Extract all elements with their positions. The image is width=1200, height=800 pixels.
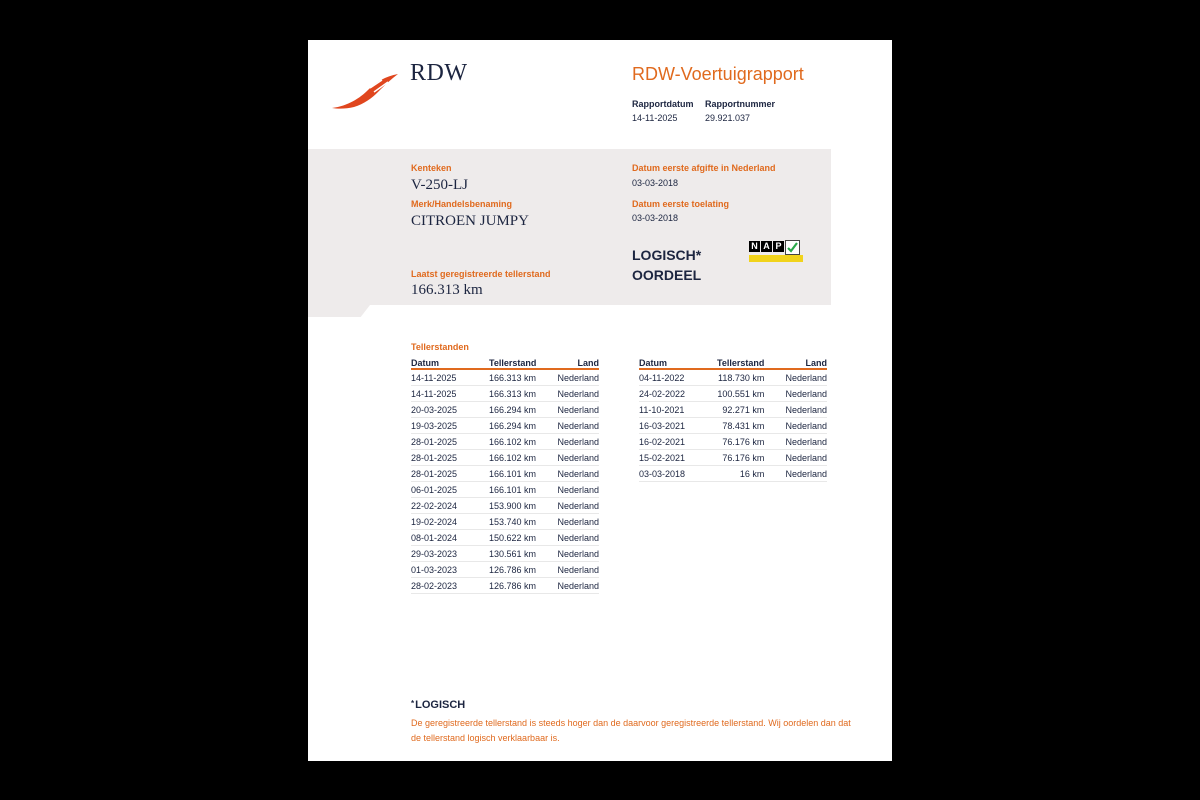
checkmark-icon <box>785 240 800 255</box>
table-row <box>411 498 599 514</box>
row-date: 11-10-2021 <box>639 402 717 418</box>
row-country: Nederland <box>764 434 827 450</box>
table-row <box>411 434 599 450</box>
row-country: Nederland <box>549 450 599 466</box>
footnote-title <box>411 699 465 711</box>
nap-letter-n: N <box>749 241 760 252</box>
row-odometer: 166.313 km <box>489 369 549 386</box>
table-row <box>411 466 599 482</box>
col-date: Datum <box>639 355 717 369</box>
table-row <box>411 402 599 418</box>
row-date: 16-03-2021 <box>639 418 717 434</box>
odometer-table-left <box>411 355 599 594</box>
nap-stripe <box>749 255 803 262</box>
table-row <box>639 386 827 402</box>
row-country: Nederland <box>549 369 599 386</box>
row-country: Nederland <box>549 482 599 498</box>
row-odometer: 16 km <box>717 466 764 482</box>
row-odometer: 76.176 km <box>717 450 764 466</box>
row-date: 08-01-2024 <box>411 530 489 546</box>
rdw-logo-icon <box>330 72 400 112</box>
table-row <box>639 434 827 450</box>
row-date: 06-01-2025 <box>411 482 489 498</box>
row-country: Nederland <box>764 369 827 386</box>
odometer-table-right <box>639 355 827 482</box>
table-row <box>411 418 599 434</box>
make-label: Merk/Handelsbenaming <box>411 199 513 209</box>
table-row <box>639 402 827 418</box>
row-odometer: 92.271 km <box>717 402 764 418</box>
row-odometer: 126.786 km <box>489 578 549 594</box>
row-date: 14-11-2025 <box>411 386 489 402</box>
report-title: RDW-Voertuigrapport <box>632 64 804 84</box>
row-odometer: 166.101 km <box>489 482 549 498</box>
row-odometer: 153.900 km <box>489 498 549 514</box>
row-country: Nederland <box>764 386 827 402</box>
row-date: 04-11-2022 <box>639 369 717 386</box>
plate-label: Kenteken <box>411 163 452 173</box>
nap-letter-a: A <box>761 241 772 252</box>
row-odometer: 166.102 km <box>489 450 549 466</box>
table-row <box>411 546 599 562</box>
table-row <box>411 369 599 386</box>
table-row <box>639 369 827 386</box>
report-number-label: Rapportnummer <box>705 99 776 109</box>
row-country: Nederland <box>549 466 599 482</box>
row-odometer: 78.431 km <box>717 418 764 434</box>
row-country: Nederland <box>549 546 599 562</box>
row-country: Nederland <box>549 514 599 530</box>
col-country: Land <box>549 355 599 369</box>
row-date: 24-02-2022 <box>639 386 717 402</box>
row-date: 03-03-2018 <box>639 466 717 482</box>
row-odometer: 76.176 km <box>717 434 764 450</box>
table-row <box>639 418 827 434</box>
row-country: Nederland <box>764 466 827 482</box>
footnote-title-text: LOGISCH <box>415 699 466 711</box>
row-country: Nederland <box>549 418 599 434</box>
nap-logo <box>749 241 803 263</box>
row-country: Nederland <box>764 402 827 418</box>
row-odometer: 153.740 km <box>489 514 549 530</box>
verdict <box>632 245 701 285</box>
row-date: 22-02-2024 <box>411 498 489 514</box>
table-row <box>411 482 599 498</box>
row-odometer: 118.730 km <box>717 369 764 386</box>
row-country: Nederland <box>549 578 599 594</box>
row-date: 20-03-2025 <box>411 402 489 418</box>
make-value: CITROEN JUMPY <box>411 213 529 229</box>
band-tab <box>308 305 370 317</box>
first-admission-value: 03-03-2018 <box>632 213 679 223</box>
report-page <box>308 40 892 761</box>
last-odometer-label: Laatst geregistreerde tellerstand <box>411 269 551 279</box>
col-country: Land <box>764 355 827 369</box>
row-date: 19-02-2024 <box>411 514 489 530</box>
row-odometer: 150.622 km <box>489 530 549 546</box>
report-date-label: Rapportdatum <box>632 99 694 109</box>
row-date: 29-03-2023 <box>411 546 489 562</box>
row-date: 01-03-2023 <box>411 562 489 578</box>
row-odometer: 126.786 km <box>489 562 549 578</box>
row-country: Nederland <box>764 418 827 434</box>
row-date: 16-02-2021 <box>639 434 717 450</box>
row-country: Nederland <box>549 562 599 578</box>
row-date: 19-03-2025 <box>411 418 489 434</box>
col-date: Datum <box>411 355 489 369</box>
footnote-text: De geregistreerde tellerstand is steeds hoger dan de daarvoor geregistreerde tellerstand. Wij oordelen dan dat de tellerstand logisch verklaarbaar is. <box>411 718 851 743</box>
table-row <box>639 466 827 482</box>
first-issue-nl-value: 03-03-2018 <box>632 178 679 188</box>
table-row <box>411 450 599 466</box>
verdict-line-2: OORDEEL <box>632 267 702 283</box>
report-number: 29.921.037 <box>705 113 751 123</box>
first-admission-label: Datum eerste toelating <box>632 199 730 209</box>
table-row <box>411 578 599 594</box>
row-date: 15-02-2021 <box>639 450 717 466</box>
row-odometer: 166.313 km <box>489 386 549 402</box>
col-odometer: Tellerstand <box>717 355 764 369</box>
first-issue-nl-label: Datum eerste afgifte in Nederland <box>632 163 776 173</box>
table-row <box>639 450 827 466</box>
plate-value: V-250-LJ <box>411 177 468 193</box>
verdict-line-1: LOGISCH* <box>632 247 702 263</box>
nap-letter-p: P <box>773 241 784 252</box>
row-country: Nederland <box>549 498 599 514</box>
row-odometer: 166.101 km <box>489 466 549 482</box>
odometer-section-title: Tellerstanden <box>411 342 469 352</box>
row-date: 28-01-2025 <box>411 450 489 466</box>
row-odometer: 166.294 km <box>489 402 549 418</box>
col-odometer: Tellerstand <box>489 355 549 369</box>
row-date: 28-01-2025 <box>411 466 489 482</box>
row-country: Nederland <box>549 402 599 418</box>
row-odometer: 100.551 km <box>717 386 764 402</box>
row-odometer: 166.102 km <box>489 434 549 450</box>
table-row <box>411 562 599 578</box>
brand-name: RDW <box>410 60 468 86</box>
row-odometer: 130.561 km <box>489 546 549 562</box>
row-odometer: 166.294 km <box>489 418 549 434</box>
table-row <box>411 386 599 402</box>
report-date: 14-11-2025 <box>632 113 678 123</box>
table-row <box>411 514 599 530</box>
row-country: Nederland <box>764 450 827 466</box>
table-row <box>411 530 599 546</box>
row-country: Nederland <box>549 530 599 546</box>
row-country: Nederland <box>549 386 599 402</box>
row-country: Nederland <box>549 434 599 450</box>
last-odometer-value: 166.313 km <box>411 282 483 298</box>
footnote-marker: * <box>411 699 415 708</box>
row-date: 14-11-2025 <box>411 369 489 386</box>
row-date: 28-01-2025 <box>411 434 489 450</box>
row-date: 28-02-2023 <box>411 578 489 594</box>
